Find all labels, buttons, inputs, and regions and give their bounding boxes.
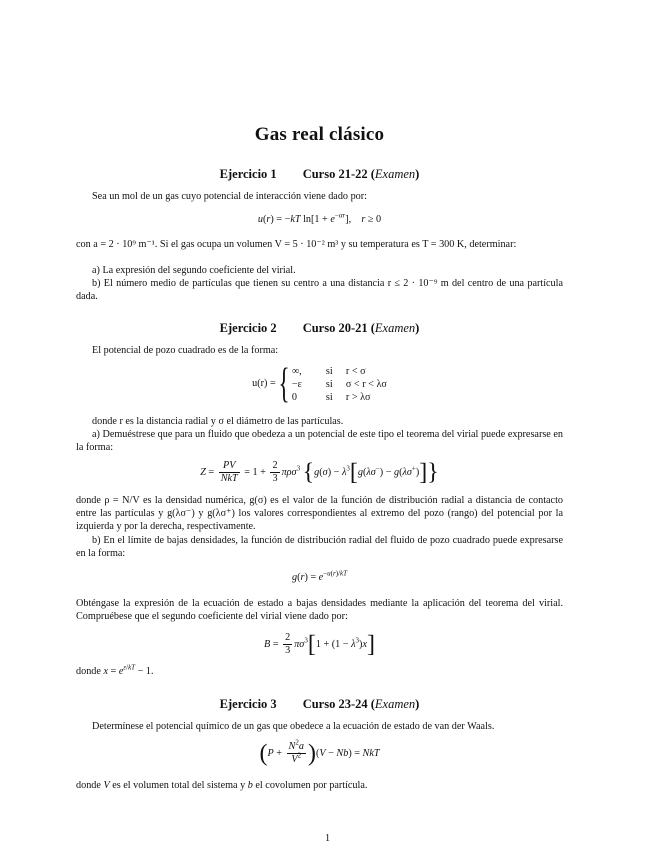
page-title: Gas real clásico — [254, 124, 385, 145]
paragraph: Sea un mol de un gas cuyo potencial de interacción viene dado por: — [92, 191, 367, 202]
course-label: Curso 23-24 ( — [302, 697, 375, 711]
item-b: b) El número medio de partículas que tienen su centro a una distancia r ≤ 2 · 10⁻⁹ m del centro de una partícula dada. — [76, 278, 563, 303]
paragraph: b) En el límite de bajas densidades, la función de distribución radial del fluido de pozo cuadrado puede expresarse en la forma: — [76, 535, 563, 560]
equation: B = $\frac{2}{3}$ $\pi\sigma^3[1 + (1 - \lambda^3)x]$ — [264, 631, 375, 658]
equation: Z = $\frac{PV}{\text{NkT}}$ = 1 + $\frac{2}{3}$ πρσ$^3$ $\{g(\sigma) - \lambda^3[g(\lambda\sigma^-) - g(\lambda\sigma^+)]\}$ — [200, 459, 439, 486]
exercise-3-heading: Ejercicio 3 Curso 23-24 (Examen) — [219, 697, 420, 711]
paragraph: donde r es la distancia radial y σ el diámetro de las partículas. — [92, 416, 344, 427]
paragraph: donde ρ = N/V es la densidad numérica, g(σ) es el valor de la función de distribución radial a distancia de contacto entre las partículas y g(λσ⁻) y g(λσ⁺) los valores correspondientes al extremo del pozo (rango) del potencial por la izquierda y por la derecha, respectivamente. — [76, 495, 563, 533]
exercise-label: Ejercicio 3 — [219, 697, 277, 711]
course-label: Curso 20-21 ( — [302, 321, 375, 335]
exercise-label: Ejercicio 1 — [219, 167, 277, 181]
paragraph: con a = 2 · 10⁹ m⁻¹. Si el gas ocupa un volumen V = 5 · 10⁻² m³ y su temperatura es T = 300 K, determinar: — [76, 239, 517, 250]
paragraph: donde V es el volumen total del sistema y b el covolumen por partícula. — [76, 780, 368, 791]
exam-label: Examen — [374, 697, 416, 711]
paragraph: Determínese el potencial químico de un gas que obedece a la ecuación de estado de van der Waals. — [92, 721, 495, 732]
paragraph: Obténgase la expresión de la ecuación de estado a bajas densidades mediante la aplicación del teorema del virial. Compruébese que el segundo coeficiente del virial viene dado por: — [76, 598, 563, 623]
paragraph: a) Demuéstrese que para un fluido que obedeza a un potencial de este tipo el teorema del virial puede expresarse en la forma: — [76, 429, 563, 454]
page-number: 1 — [324, 833, 331, 844]
exam-label: Examen — [374, 321, 416, 335]
exam-label: Examen — [374, 167, 416, 181]
exercise-2-heading: Ejercicio 2 Curso 20-21 (Examen) — [219, 321, 420, 335]
equation: (P + $\frac{N^2a}{V^2}$ )(V − Nb) = NkT — [259, 738, 380, 767]
equation-piecewise: u(r) = { ∞, si r < σ −ε si σ < r < λσ 0 si r > λσ — [252, 361, 387, 407]
equation: u(r) = −kT $\ln[1 + e^{-\alpha r}]$, r ≥ 0 — [257, 211, 382, 225]
equation: $g(r) = e^{-u(r)/kT}$ — [291, 569, 348, 583]
exercise-label: Ejercicio 2 — [219, 321, 277, 335]
item-a: a) La expresión del segundo coeficiente del virial. — [92, 265, 296, 276]
exercise-1-heading: Ejercicio 1 Curso 21-22 (Examen) — [219, 167, 420, 181]
paragraph: donde $x = e^{\varepsilon/kT} - 1$. — [76, 663, 154, 677]
course-label: Curso 21-22 ( — [302, 167, 375, 181]
paragraph: El potencial de pozo cuadrado es de la forma: — [92, 345, 279, 356]
